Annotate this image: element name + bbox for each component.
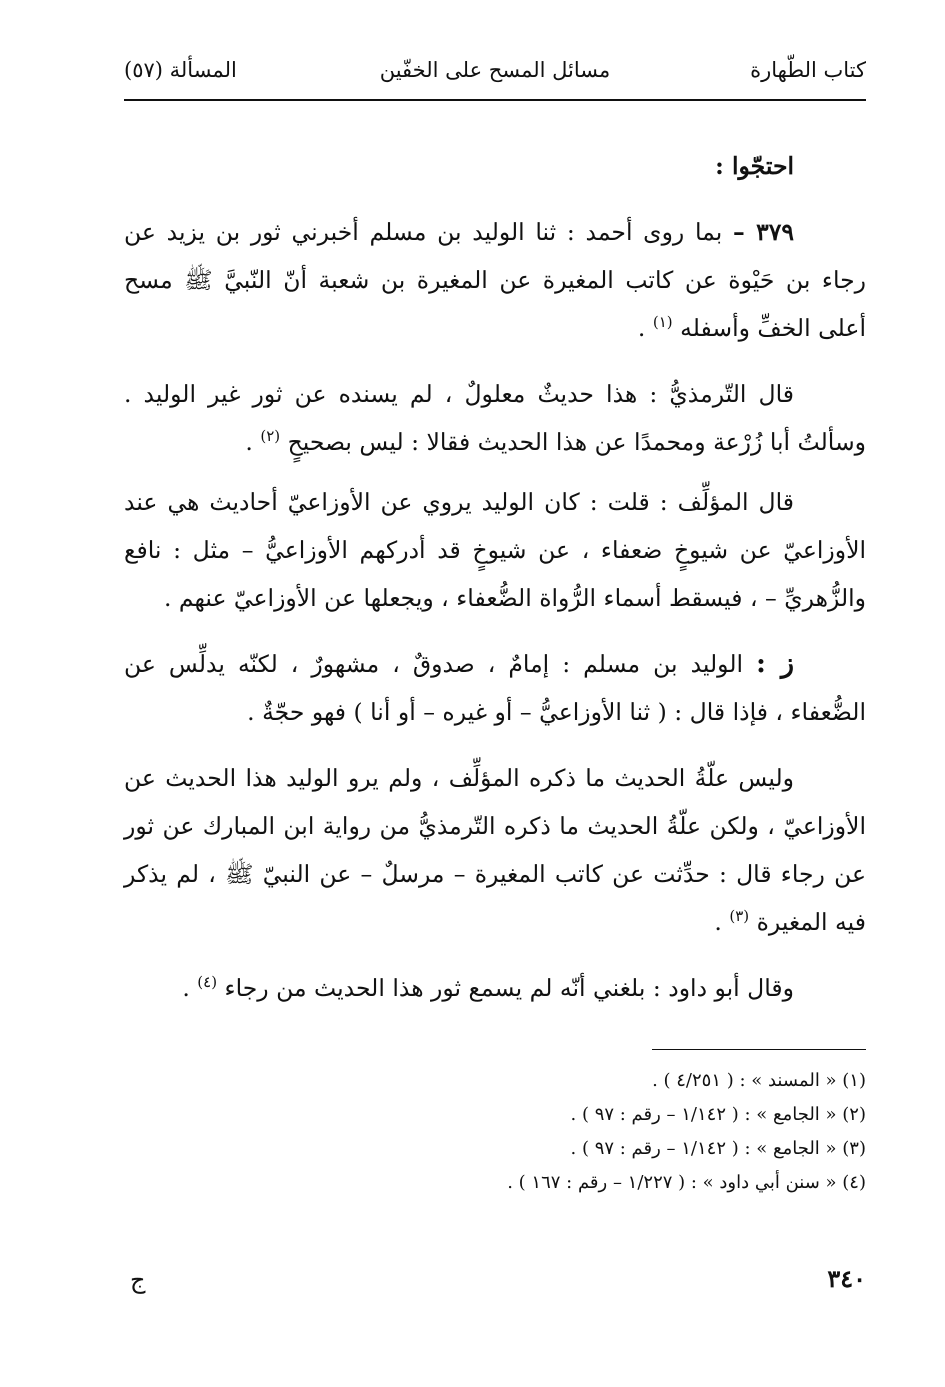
footnote-rule [652,1049,866,1050]
footnotes [124,1064,866,1200]
hadith-paragraph [124,208,866,352]
footnote-4: (٤) « سنن أبي داود » : ( ١/٢٢٧ – رقم : ١٦٧ ) . [507,1172,866,1193]
footnote-ref-1: (١) [652,313,673,332]
signature-mark: ج [130,1266,146,1294]
hadith-text: بما روى أحمد : ثنا الوليد بن مسلم أخبرني ثور بن يزيد عن رجاء بن حَيْوة عن كاتب المغيرة عن المغيرة بن شعبة أنّ النّبيَّ ﷺ مسح أعلى الخفِّ وأسفله [124,218,866,342]
hadith-end: . [637,314,653,342]
issue-label: المسألة (٥٧) [124,58,237,82]
zay-text: الوليد بن مسلم : إمامٌ ، صدوقٌ ، مشهورٌ ، لكنّه يدلِّس عن الضُّعفاء ، فإذا قال : ( ثنا الأوزاعيُّ – أو غيره – أو أنا ) فهو حجّةٌ . [124,650,866,726]
tirmidhi-text: قال التّرمذيُّ : هذا حديثٌ معلولٌ ، لم يسنده عن ثور غير الوليد . وسألتُ أبا زُرْعة ومحمدًا عن هذا الحديث فقالا : ليس بصحيحٍ [124,380,866,456]
header-rule [124,99,866,101]
illa-text: وليس علّةُ الحديث ما ذكره المؤلِّف ، ولم يرو الوليد هذا الحديث عن الأوزاعيّ ، ولكن علّةُ الحديث ما ذكره التّرمذيُّ من رواية ابن المبارك عن ثور عن رجاء قال : حدِّثت عن كاتب المغيرة – مرسلٌ – عن النبيّ ﷺ ، لم يذكر فيه المغيرة [124,764,866,936]
footnote-3: (٣) « الجامع » : ( ١/١٤٢ – رقم : ٩٧ ) . [570,1138,866,1159]
zay-marker: ز : [756,648,795,679]
running-header [124,50,866,90]
hadith-number: ٣٧٩ – [732,218,794,246]
illa-end: . [714,908,730,936]
section-heading: احتجّوا : [715,152,794,180]
illa-paragraph [124,754,866,946]
footnote-1: (١) « المسند » : ( ٤/٢٥١ ) . [652,1070,866,1091]
abu-dawud-text: وقال أبو داود : بلغني أنّه لم يسمع ثور هذا الحديث من رجاء [224,974,794,1002]
tirmidhi-end: . [245,428,261,456]
page-number: ٣٤٠ [827,1264,866,1293]
tirmidhi-paragraph [124,370,866,466]
abu-dawud-paragraph [124,964,866,1012]
footnote-ref-3: (٣) [729,907,750,926]
author-text: قال المؤلِّف : قلت : كان الوليد يروي عن الأوزاعيّ أحاديث هي عند الأوزاعيّ عن شيوخٍ ضعفاء ، عن شيوخٍ قد أدركهم الأوزاعيُّ – مثل : نافع والزُّهريِّ – ، فيسقط أسماء الرُّواة الضُّعفاء ، ويجعلها عن الأوزاعيّ عنهم . [124,488,866,612]
author-paragraph [124,478,866,622]
abu-dawud-end: . [182,974,198,1002]
footnote-ref-4: (٤) [197,973,218,992]
book-title: كتاب الطّهارة [750,58,866,82]
footnote-ref-2: (٢) [260,427,281,446]
chapter-title: مسائل المسح على الخفّين [379,58,611,82]
footnote-2: (٢) « الجامع » : ( ١/١٤٢ – رقم : ٩٧ ) . [570,1104,866,1125]
main-text [124,142,866,1030]
zay-paragraph [124,640,866,736]
